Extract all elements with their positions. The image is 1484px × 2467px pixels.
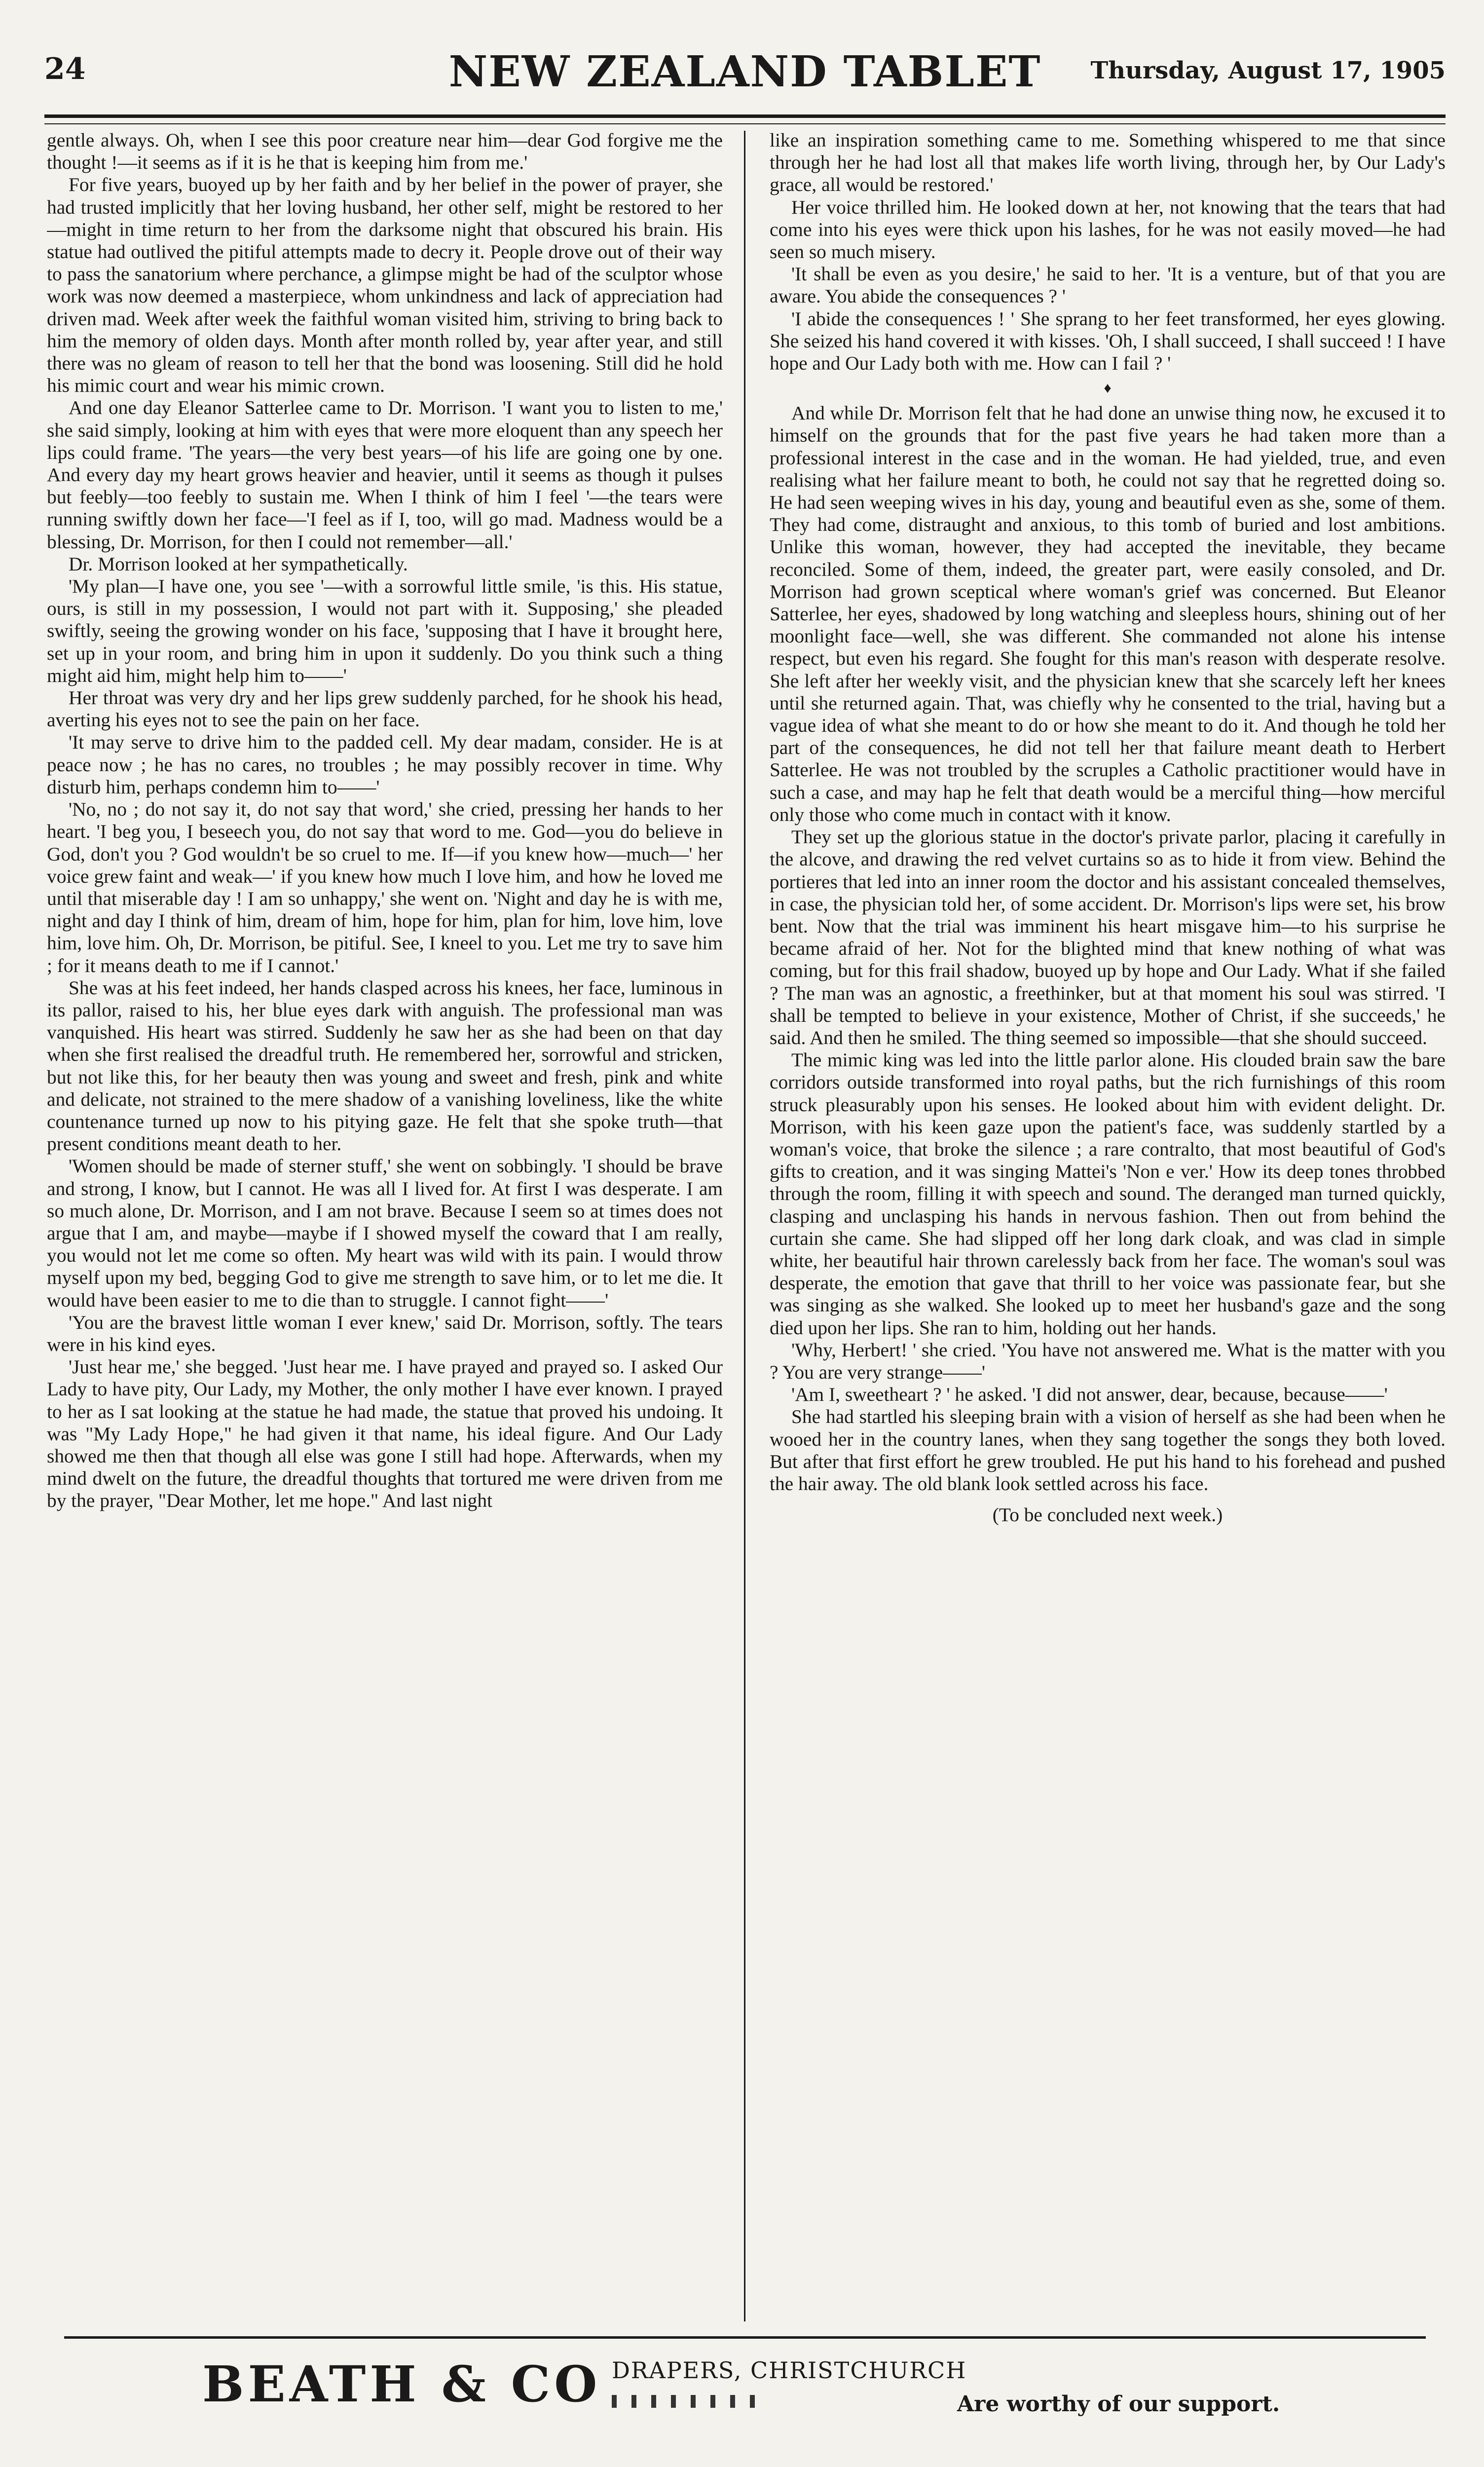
paragraph: 'My plan—I have one, you see '—with a sorrowful little smile, 'is this. His statue, ours, is still in my possession, I would not part with it. Supposing,' she pleaded swiftly, seeing the growing wonder on his face, 'supposing that I have it brought here, set up in your room, and bring him in upon it suddenly. Do you think such a thing might aid him, might help him to——' [47, 575, 723, 686]
page-number: 24 [44, 52, 86, 86]
advertiser-name: BEATH & CO [202, 2355, 601, 2413]
header-rule [44, 114, 1446, 118]
paragraph: And while Dr. Morrison felt that he had done an unwise thing now, he excused it to himself on the grounds that for the past five years he had taken more than a professional interest in the case and in the woman. He had yielded, true, and even realising what her failure meant to both, he could not say that he regretted doing so. He had seen weeping wives in his day, young and beautiful even as she, some of them. They had come, distraught and anxious, to this tomb of buried and lost ambitions. Unlike this woman, however, they had accepted the inevitable, they became reconciled. Some of them, indeed, the greater part, were easily consoled, and Dr. Morrison had grown sceptical where woman's grief was concerned. But Eleanor Satterlee, her eyes, shadowed by long watching and sleepless hours, shining out of her moonlight face—well, she was different. She commanded not alone his intense respect, but even his regard. She fought for this man's reason with desperate resolve. She left after her weekly visit, and the physician knew that she scarcely left her knees until she returned again. That, was chiefly why he consented to the trial, having but a vague idea of what she meant to do or how she meant to do it. And though he told her part of the consequences, he did not tell her that failure meant death to Herbert Satterlee. He was not troubled by the scruples a Catholic practitioner would have in such a case, and may hap he felt that death would be a merciful thing—how merciful only those who come much in contact with it know. [770, 402, 1446, 825]
paragraph: 'Just hear me,' she begged. 'Just hear me. I have prayed and prayed so. I asked Our Lady to have pity, Our Lady, my Mother, the only mother I have ever known. I prayed to her as I sat looking at the statue he had made, the statue that proved his undoing. It was "My Lady Hope," he had given it that name, his ideal figure. And Our Lady showed me then that though all else was gone I still had hope. Afterwards, when my mind dwelt on the future, the dreadful thoughts that tortured me were driven from me by the prayer, "Dear Mother, let me hope." And last night [47, 1356, 723, 1512]
paragraph: Dr. Morrison looked at her sympathetically. [69, 553, 408, 575]
column-divider [744, 131, 745, 2321]
paragraph: Her voice thrilled him. He looked down at her, not knowing that the tears that had come into his eyes were thick upon his lashes, for he was not easily moved—he had seen so much misery. [770, 196, 1446, 263]
paragraph: 'Am I, sweetheart ? ' he asked. 'I did not answer, dear, because, because——' [791, 1383, 1388, 1406]
paragraph: She was at his feet indeed, her hands clasped across his knees, her face, luminous in its pallor, raised to his, her blue eyes dark with anguish. The professional man was vanquished. His heart was stirred. Suddenly he saw her as she had been on that day when she first realised the dreadful truth. He remembered her, sorrowful and stricken, but not like this, for her beauty then was young and sweet and fresh, pink and white and delicate, not strained to the mere shadow of a vanishing loveliness, like the white countenance turned up now to his pitying gaze. He felt that she spoke truth—that present conditions meant death to her. [47, 976, 723, 1155]
right-column [770, 129, 1446, 2325]
issue-date: Thursday, August 17, 1905 [1090, 57, 1446, 84]
paragraph: She had startled his sleeping brain with a vision of herself as she had been when he wooed her in the country lanes, when they sang together the songs they both loved. But after that first effort he grew troubled. He put his hand to his forehead and pushed the hair away. The old blank look settled across his face. [770, 1406, 1446, 1495]
paragraph: Her throat was very dry and her lips grew suddenly parched, for he shook his head, averting his eyes not to see the pain on her face. [47, 687, 723, 731]
illegible-print [612, 2392, 888, 2411]
advertisement-footer [64, 2346, 1426, 2445]
paragraph: 'I abide the consequences ! ' She sprang to her feet transformed, her eyes glowing. She seized his hand covered it with kisses. 'Oh, I shall succeed, I shall succeed ! I have hope and Our Lady both with me. How can I fail ? ' [770, 307, 1446, 374]
paragraph: 'It shall be even as you desire,' he said to her. 'It is a venture, but of that you are aware. You abide the consequences ? ' [770, 263, 1446, 307]
paragraph: For five years, buoyed up by her faith and by her belief in the power of prayer, she had trusted implicitly that her loving husband, her other self, might be restored to her—might in time return to her from the darksome night that obscured his brain. His statue had outlived the pitiful attempts made to decry it. People drove out of their way to pass the sanatorium where perchance, a glimpse might be had of the sculptor whose work was now deemed a masterpiece, whom unkindness and lack of appreciation had driven mad. Week after week the faithful woman visited him, striving to bring back to him the memory of olden days. Month after month rolled by, year after year, and still there was no gleam of reason to tell her that the bond was loosening. Still did he hold his mimic court and wear his mimic crown. [47, 174, 723, 397]
section-separator: ♦ [1104, 380, 1112, 397]
publication-title: NEW ZEALAND TABLET [448, 47, 1041, 97]
left-column [47, 129, 723, 2325]
continued-note: (To be concluded next week.) [992, 1504, 1223, 1526]
advertiser-trade: DRAPERS, CHRISTCHURCH [612, 2357, 967, 2384]
paragraph: 'No, no ; do not say it, do not say that word,' she cried, pressing her hands to her heart. 'I beg you, I beseech you, do not say that word to me. God—you do believe in God, don't you ? God wouldn't be so cruel to me. If—if you knew how—much—' her voice grew faint and weak—' if you knew how much I love him, and how he loved me until that miserable day ! I am so unhappy,' she went on. 'Night and day he is with me, night and day I think of him, dream of him, hope for him, plan for him, love him, love him, love him. Oh, Dr. Morrison, be pitiful. See, I kneel to you. Let me try to save him ; for it means death to me if I cannot.' [47, 798, 723, 976]
paragraph: like an inspiration something came to me. Something whispered to me that since through her he had lost all that makes life worth living, through her, by Our Lady's grace, all would be restored.' [770, 129, 1446, 196]
masthead [44, 47, 1446, 121]
advertisement-tagline: Are worthy of our support. [957, 2392, 1280, 2417]
paragraph: 'You are the bravest little woman I ever knew,' said Dr. Morrison, softly. The tears were in his kind eyes. [47, 1311, 723, 1355]
paragraph: 'It may serve to drive him to the padded cell. My dear madam, consider. He is at peace now ; he has no cares, no troubles ; he may possibly recover in time. Why disturb him, perhaps condemn him to——' [47, 731, 723, 798]
paragraph: They set up the glorious statue in the doctor's private parlor, placing it carefully in the alcove, and drawing the red velvet curtains so as to hide it from view. Behind the portieres that led into an inner room the doctor and his assistant concealed themselves, in case, the physician told her, of some accident. Dr. Morrison's lips were set, his brow bent. Now that the trial was imminent his heart misgave him—to his surprise he became afraid of her. Not for the blighted mind that knew nothing of what was coming, but for this frail shadow, buoyed up by hope and Our Lady. What if she failed ? The man was an agnostic, a freethinker, but at that moment his soul was stirred. 'I shall be tempted to believe in your existence, Mother of Christ, if she succeeds,' he said. And then he smiled. The thing seemed so impossible—that she should succeed. [770, 826, 1446, 1048]
paragraph: And one day Eleanor Satterlee came to Dr. Morrison. 'I want you to listen to me,' she said simply, looking at him with eyes that were more eloquent than any speech her lips could frame. 'The years—the very best years—of his life are going one by one. And every day my heart grows heavier and heavier, until it seems as though it pulses but feebly—too feebly to sustain me. When I think of him I feel '—the tears were running swiftly down her face—'I feel as if I, too, will go mad. Madness would be a blessing, Dr. Morrison, for then I could not remember—all.' [47, 397, 723, 553]
paragraph: gentle always. Oh, when I see this poor creature near him—dear God forgive me the thought !—it seems as if it is he that is keeping him from me.' [47, 129, 723, 174]
paragraph: 'Women should be made of sterner stuff,' she went on sobbingly. 'I should be brave and strong, I know, but I cannot. He was all I lived for. At first I was desperate. I am so much alone, Dr. Morrison, and I am not brave. Because I seem so at times does not argue that I am, and maybe—maybe if I showed myself the coward that I am really, you would not let me come so often. My heart was wild with its pain. I would throw myself upon my bed, begging God to give me strength to save him, or to let me die. It would have been easier to me to die than to struggle. I cannot fight——' [47, 1155, 723, 1311]
header-rule-thin [44, 123, 1446, 124]
paragraph: 'Why, Herbert! ' she cried. 'You have not answered me. What is the matter with you ? You are very strange——' [770, 1339, 1446, 1383]
footer-rule [64, 2336, 1426, 2339]
paragraph: The mimic king was led into the little parlor alone. His clouded brain saw the bare corridors outside transformed into royal paths, but the rich furnishings of this room struck pleasurably upon his senses. He looked about him with evident delight. Dr. Morrison, with his keen gaze upon the patient's face, was suddenly startled by a woman's voice, that broke the silence ; a rare contralto, that most beautiful of God's gifts to creation, and it was singing Mattei's 'Non e ver.' How its deep tones throbbed through the room, filling it with speech and sound. The deranged man turned quickly, clasping and unclasping his hands in nervous fashion. Then out from behind the curtain she came. She had slipped off her long dark cloak, and was clad in simple white, her beautiful hair thrown carelessly back from her face. The woman's soul was desperate, the emotion that gave that thrill to her voice was passionate fear, but she was singing as she walked. She looked up to meet her husband's gaze and the song died upon her lips. She ran to him, holding out her hands. [770, 1049, 1446, 1339]
